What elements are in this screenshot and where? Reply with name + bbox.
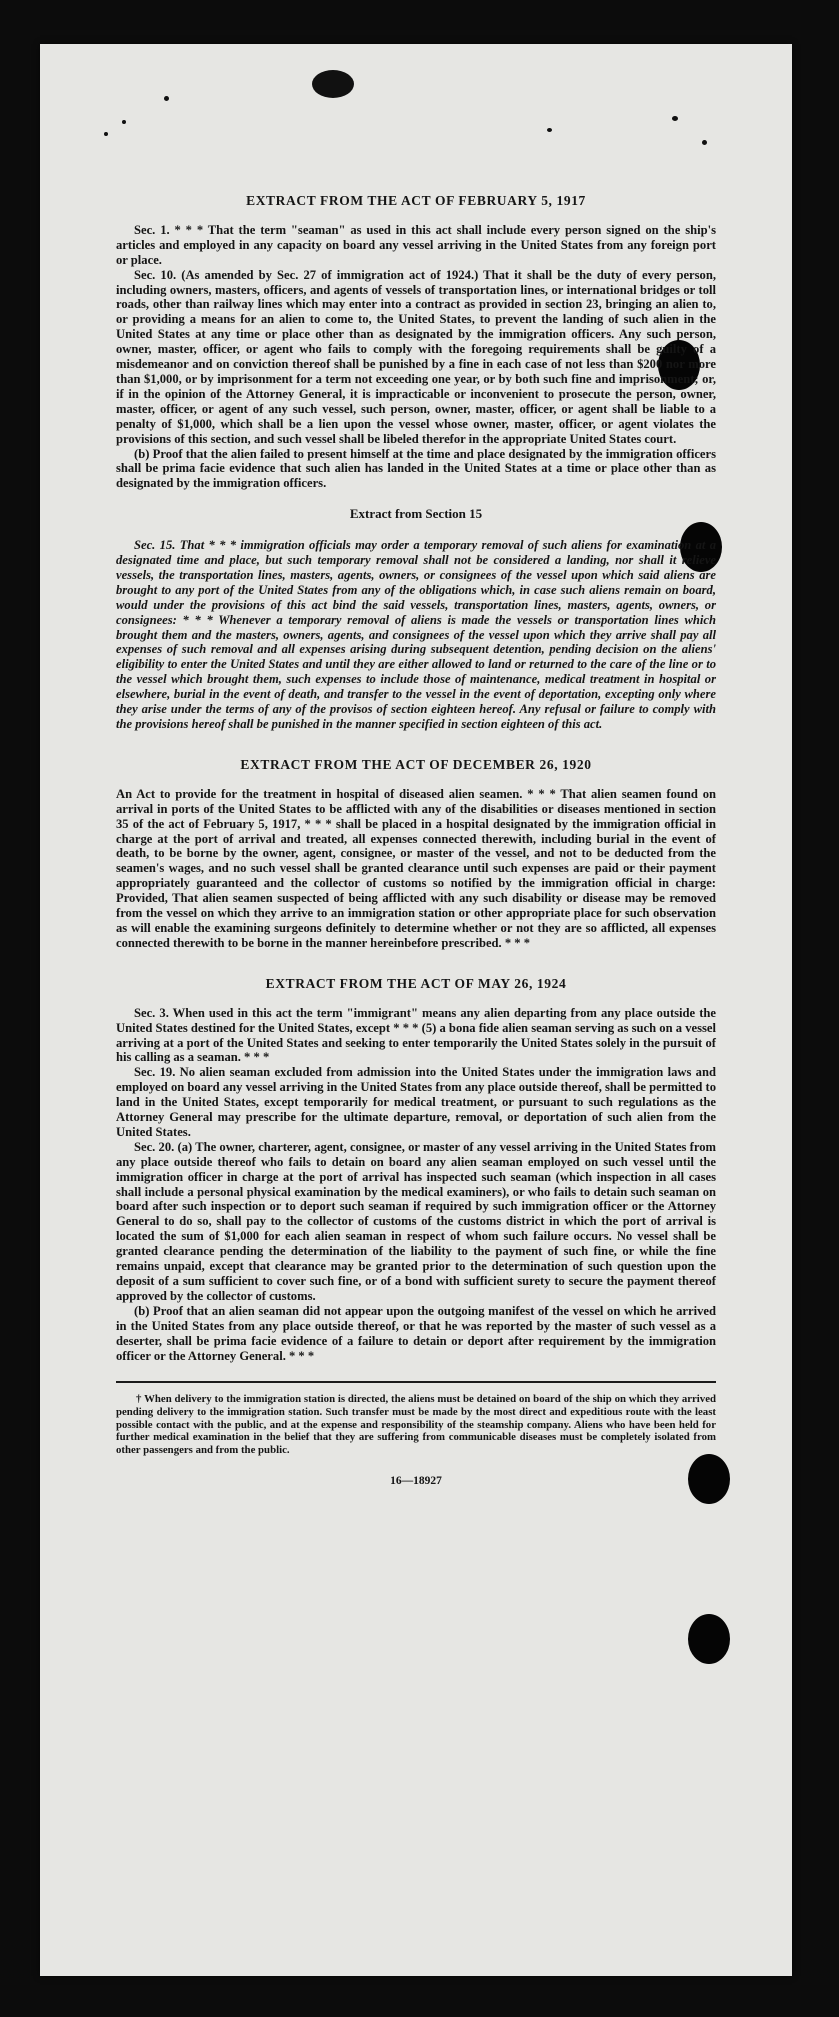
ink-blot (312, 70, 354, 98)
speck (122, 120, 126, 124)
section-heading: EXTRACT FROM THE ACT OF MAY 26, 1924 (265, 975, 567, 991)
section-heading: Extract from Section 15 (349, 506, 483, 522)
paragraph: Sec. 3. When used in this act the term "immigrant" means any alien departing from any place outside the United States destined for the United States, except * * * (5) a bona fide alien seaman serving as such on a vessel arriving at a port of the United States and seeking to enter temporarily the United States solely in the pursuit of his calling as a seaman. * * * (116, 1005, 716, 1065)
divider (116, 1381, 716, 1383)
document-body (116, 194, 716, 1489)
document-page (40, 44, 792, 1976)
section-15 (116, 507, 716, 732)
section-heading: EXTRACT FROM THE ACT OF DECEMBER 26, 1920 (240, 756, 592, 772)
speck (547, 128, 552, 132)
paragraph: (b) Proof that an alien seaman did not appear upon the outgoing manifest of the vessel on which he arrived in the United States from any place outside thereof, or that he was reported by the master of such vessel as a deserter, shall be prima facie evidence of a failure to detain or deport after requirement by the immigration officer or the Attorney General. * * * (116, 1303, 716, 1363)
section-dec-1920 (116, 758, 716, 951)
punch-hole (688, 1614, 730, 1664)
paragraph: Sec. 20. (a) The owner, charterer, agent, consignee, or master of any vessel arriving in the United States from any place outside thereof who fails to detain on board any alien seaman employed on such vessel until the immigration officer in charge at the port of arrival has inspected such seaman (which inspection in all cases shall include a personal physical examination by the medical examiners), or who fails to detain such seaman on board after such inspection or to deport such seaman if required by such immigration officer or the Attorney General to do so, shall pay to the collector of customs of the customs district in which the port of arrival is located the sum of $1,000 for each alien seaman in respect of whom such failure occurs. No vessel shall be granted clearance pending the determination of the liability to the payment of such fine, or while the fine remains unpaid, except that clearance may be granted prior to the determination of such question upon the deposit of a sum sufficient to cover such fine, or of a bond with sufficient surety to secure the payment thereof approved by the collector of customs. (116, 1139, 716, 1303)
speck (702, 140, 707, 145)
paragraph: An Act to provide for the treatment in hospital of diseased alien seamen. * * * That alien seamen found on arrival in ports of the United States to be afflicted with any of the disabilities or diseases mentioned in section 35 of the act of February 5, 1917, * * * shall be placed in a hospital designated by the immigration official in charge at the port of arrival and treated, all expenses connected therewith, including burial in the event of death, to be borne by the owner, agent, consignee, or master of the vessel, and not to be deducted from the seamen's wages, and no such vessel shall be granted clearance until such expenses are paid or their payment appropriately guaranteed and the collector of customs so notified by the immigration official in charge: Provided, That alien seamen suspected of being afflicted with any such disability or disease may be removed from the vessel on which they arrive to an immigration station or other appropriate place for such observation as will enable the examining surgeons definitely to determine whether or not they are so afflicted, all expenses connected therewith to be borne in the manner hereinbefore prescribed. * * * (116, 786, 716, 950)
paragraph: Sec. 1. * * * That the term "seaman" as used in this act shall include every person signed on the ship's articles and employed in any capacity on board any vessel arriving in the United States from any foreign port or place. (116, 222, 716, 267)
print-code: 16—18927 (390, 1475, 442, 1488)
footnote: † When delivery to the immigration station is directed, the aliens must be detained on board of the ship on which they arrived pending delivery to the immigration station. Such transfer must be made by the most direct and expeditious route with the least possible contact with the public, and at the expense and responsibility of the steamship company. Aliens who have been held for further medical examination in the belief that they are suffering from communicable diseases must be completely isolated from other passengers and from the public. (116, 1393, 716, 1456)
paragraph: Sec. 10. (As amended by Sec. 27 of immigration act of 1924.) That it shall be the duty of every person, including owners, masters, officers, and agents of vessels of transportation lines, or international bridges or toll roads, other than railway lines which may enter into a contract as provided in section 23, bringing an alien to, or providing a means for an alien to come to, the United States, to prevent the landing of such alien in the United States at any time or place other than as designated by the immigration officers. Any such person, owner, master, officer, or agent who fails to comply with the foregoing requirements shall be guilty of a misdemeanor and on conviction thereof shall be punished by a fine in each case of not less than $200 nor more than $1,000, or by imprisonment for a term not exceeding one year, or by both such fine and imprisonment; or, if in the opinion of the Attorney General, it is impracticable or inconvenient to prosecute the person, owner, master, officer, or agent of any such vessel, such person, owner, master, officer, or agent shall be liable to a penalty of $1,000, which shall be a lien upon the vessel whose owner, master, officer, or agent violates the provisions of this section, and such vessel shall be libeled therefor in the appropriate United States court. (116, 267, 716, 446)
speck (104, 132, 108, 136)
section-feb-1917 (116, 194, 716, 491)
paragraph: (b) Proof that the alien failed to present himself at the time and place designated by the immigration officers shall be prima facie evidence that such alien has landed in the United States at a time or place other than as designated by the immigration officers. (116, 446, 716, 491)
paragraph: Sec. 19. No alien seaman excluded from admission into the United States under the immigration laws and employed on board any vessel arriving in the United States from any place outside thereof, shall be permitted to land in the United States, except temporarily for medical treatment, or pursuant to such regulations as the Attorney General may prescribe for the ultimate departure, removal, or deportation of such alien from the United States. (116, 1065, 716, 1139)
paragraph: Sec. 15. That * * * immigration officials may order a temporary removal of such aliens for examination at a designated time and place, but such temporary removal shall not be considered a landing, nor shall it relieve vessels, the transportation lines, masters, agents, owners, or consignees of the vessel upon which said aliens are brought to any port of the United States from any of the obligations which, in case such aliens remain on board, would under the provisions of this act bind the said vessels, transportation lines, masters, agents, owners, or consignees: * * * Whenever a temporary removal of aliens is made the vessels or transportation lines which brought them and the masters, owners, agents, and consignees of the vessel upon which they arrive shall pay all expenses of such removal and all expenses arising during subsequent detention, pending decision on the aliens' eligibility to enter the United States and until they are either allowed to land or returned to the care of the line or to the vessel which brought them, such expenses to include those of maintenance, medical treatment in hospital or elsewhere, burial in the event of death, and transfer to the vessel in the event of deportation, excepting only where they arise under the terms of any of the provisos of section eighteen hereof. Any refusal or failure to comply with the provisions hereof shall be punished in the manner specified in section eighteen of this act. (116, 538, 716, 731)
section-heading: EXTRACT FROM THE ACT OF FEBRUARY 5, 1917 (246, 193, 586, 208)
speck (672, 116, 678, 121)
section-may-1924 (116, 977, 716, 1364)
speck (164, 96, 169, 101)
